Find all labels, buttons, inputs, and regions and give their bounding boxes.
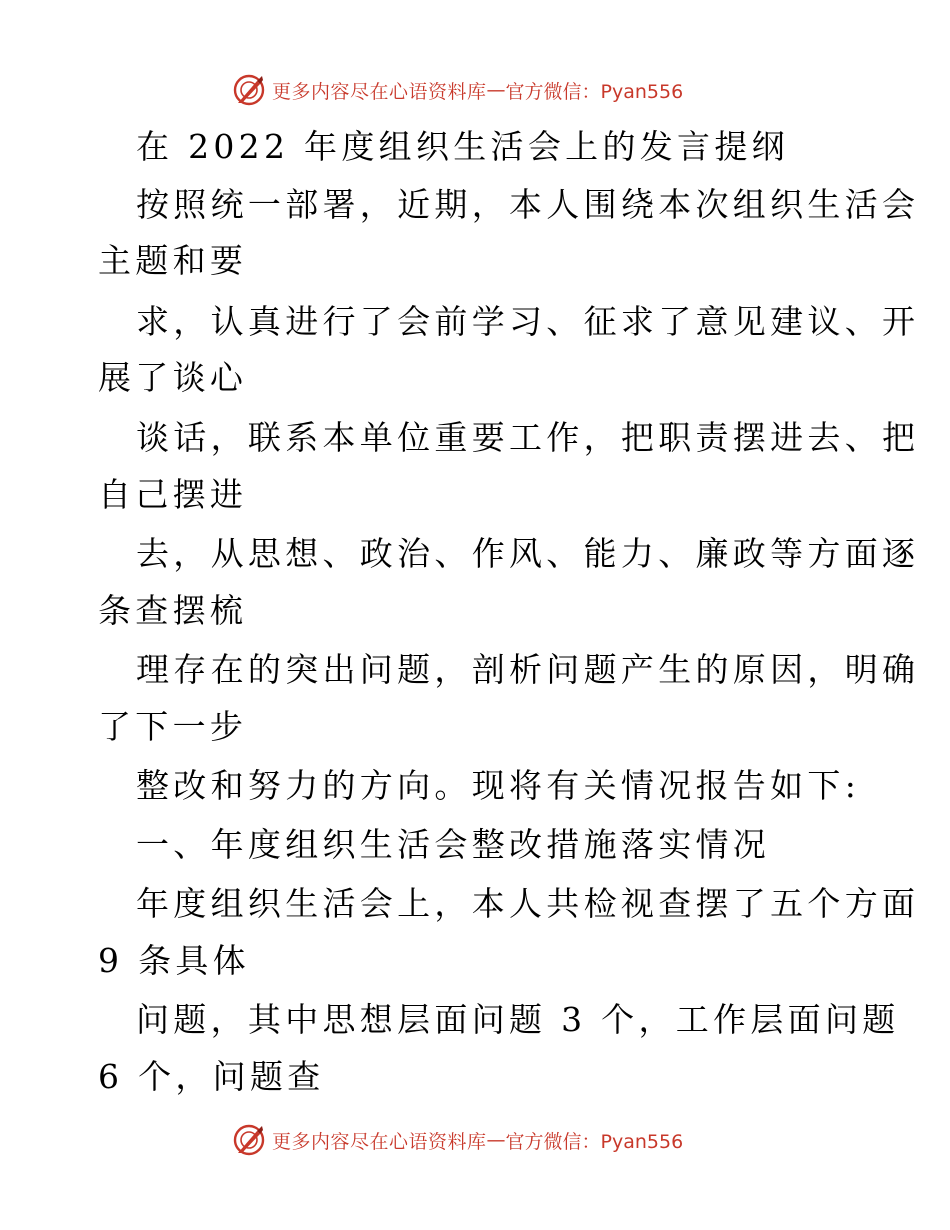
paragraph-line: 6 个，问题查 xyxy=(98,1057,325,1096)
section-heading: 一、年度组织生活会整改措施落实情况 xyxy=(136,825,771,864)
footer-watermark xyxy=(232,1122,683,1158)
watermark-text: 更多内容尽在心语资料库 xyxy=(272,80,487,103)
paragraph-line: 自己摆进 xyxy=(98,475,248,514)
paragraph-line: 年度组织生活会上，本人共检视查摆了五个方面 xyxy=(136,884,920,923)
header-watermark xyxy=(232,72,683,108)
document-title: 在 2022 年度组织生活会上的发言提纲 xyxy=(136,127,789,166)
paragraph-line: 问题，其中思想层面问题 3 个，工作层面问题 xyxy=(136,1000,900,1039)
paragraph-line: 整改和努力的方向。现将有关情况报告如下: xyxy=(136,766,861,805)
paragraph-line: 理存在的突出问题，剖析问题产生的原因，明确 xyxy=(136,650,920,689)
paragraph-line: 了下一步 xyxy=(98,707,248,746)
paragraph-line: 谈话，联系本单位重要工作，把职责摆进去、把 xyxy=(136,418,920,457)
paragraph-line: 主题和要 xyxy=(98,241,248,280)
quill-logo-icon xyxy=(232,73,266,107)
watermark-wechat: 官方微信：Pyan556 xyxy=(505,80,684,103)
watermark-separator: — xyxy=(486,79,506,101)
watermark-text: 更多内容尽在心语资料库 xyxy=(272,1130,487,1153)
paragraph-line: 去，从思想、政治、作风、能力、廉政等方面逐 xyxy=(136,534,920,573)
watermark-wechat: 官方微信：Pyan556 xyxy=(505,1130,684,1153)
paragraph-line: 求，认真进行了会前学习、征求了意见建议、开 xyxy=(136,302,920,341)
quill-logo-icon xyxy=(232,1123,266,1157)
paragraph-line: 9 条具体 xyxy=(98,941,250,980)
watermark-separator: — xyxy=(486,1129,506,1151)
paragraph-line: 条查摆梳 xyxy=(98,591,248,630)
paragraph-line: 展了谈心 xyxy=(98,358,248,397)
paragraph-line: 按照统一部署，近期，本人围绕本次组织生活会 xyxy=(136,185,920,224)
